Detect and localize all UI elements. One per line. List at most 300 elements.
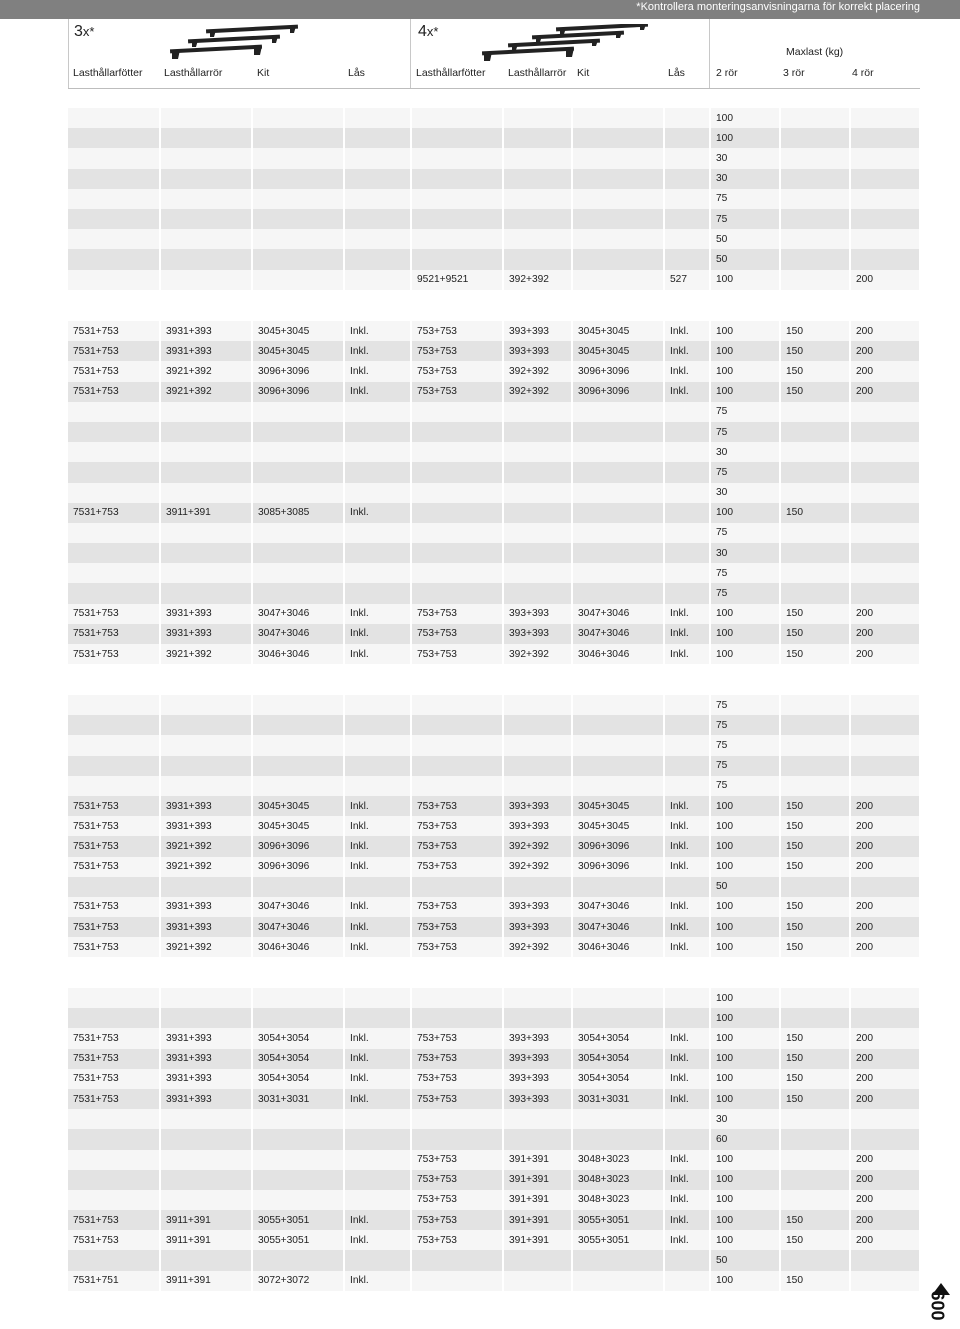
table-cell: [68, 776, 160, 796]
table-cell: Inkl.: [344, 836, 411, 856]
table-cell: 100: [710, 937, 780, 957]
table-cell: [503, 209, 572, 229]
table-cell: 3045+3045: [572, 796, 664, 816]
table-cell: [68, 148, 160, 168]
table-cell: Inkl.: [344, 604, 411, 624]
table-cell: 3096+3096: [572, 836, 664, 856]
table-row: [68, 341, 920, 361]
table-cell: Inkl.: [344, 361, 411, 381]
table-cell: [664, 108, 710, 128]
table-cell: [344, 583, 411, 603]
table-row: [68, 1008, 920, 1028]
table-cell: 200: [850, 1069, 920, 1089]
table-cell: [344, 877, 411, 897]
table-cell: [780, 148, 850, 168]
table-cell: 392+392: [503, 937, 572, 957]
table-cell: 3096+3096: [252, 361, 344, 381]
table-row: [68, 1190, 920, 1210]
table-row: [68, 523, 920, 543]
table-cell: Inkl.: [664, 816, 710, 836]
table-cell: 75: [710, 189, 780, 209]
table-cell: [344, 148, 411, 168]
table-cell: 150: [780, 1049, 850, 1069]
table-cell: [780, 229, 850, 249]
table-cell: [664, 462, 710, 482]
table-cell: 3054+3054: [252, 1069, 344, 1089]
table-row: [68, 189, 920, 209]
table-cell: 150: [780, 857, 850, 877]
table-cell: [68, 1109, 160, 1129]
table-cell: [344, 1109, 411, 1129]
table-row: [68, 1089, 920, 1109]
table-cell: 75: [710, 462, 780, 482]
table-cell: 3931+393: [160, 624, 252, 644]
table-cell: [344, 1250, 411, 1270]
table-cell: [572, 148, 664, 168]
table-cell: [68, 1250, 160, 1270]
table-cell: [503, 1271, 572, 1291]
table-cell: [344, 422, 411, 442]
table-cell: [252, 169, 344, 189]
table-row: [68, 382, 920, 402]
table-cell: 3045+3045: [252, 816, 344, 836]
table-cell: 753+753: [411, 1170, 503, 1190]
table-cell: [344, 1150, 411, 1170]
table-cell: 3047+3046: [252, 604, 344, 624]
table-cell: 150: [780, 1028, 850, 1048]
table-cell: 393+393: [503, 897, 572, 917]
table-cell: 393+393: [503, 341, 572, 361]
table-cell: 3054+3054: [572, 1049, 664, 1069]
table-cell: 100: [710, 1089, 780, 1109]
col-4-bars: 4 rör: [852, 67, 874, 79]
table-cell: [503, 422, 572, 442]
table-cell: Inkl.: [664, 1210, 710, 1230]
table-cell: [160, 402, 252, 422]
table-cell: [68, 1008, 160, 1028]
table-cell: [664, 735, 710, 755]
table-cell: 3921+392: [160, 937, 252, 957]
table-cell: [503, 483, 572, 503]
table-cell: 100: [710, 917, 780, 937]
table-cell: 3911+391: [160, 1230, 252, 1250]
table-cell: 100: [710, 321, 780, 341]
table-cell: [780, 249, 850, 269]
table-cell: 200: [850, 361, 920, 381]
table-cell: [68, 189, 160, 209]
table-cell: [344, 229, 411, 249]
table-cell: 3931+393: [160, 321, 252, 341]
table-cell: [572, 1008, 664, 1028]
table-cell: 392+392: [503, 382, 572, 402]
table-cell: [503, 169, 572, 189]
table-cell: 200: [850, 917, 920, 937]
table-cell: [572, 988, 664, 1008]
table-cell: 3911+391: [160, 1271, 252, 1291]
table-cell: [411, 988, 503, 1008]
table-cell: [850, 877, 920, 897]
table-cell: 3054+3054: [252, 1028, 344, 1048]
table-cell: 527: [664, 270, 710, 290]
table-cell: 3096+3096: [252, 857, 344, 877]
table-cell: 3931+393: [160, 1069, 252, 1089]
table-cell: [850, 108, 920, 128]
table-cell: [68, 1190, 160, 1210]
table-cell: 753+753: [411, 1210, 503, 1230]
table-cell: [252, 249, 344, 269]
table-cell: [344, 776, 411, 796]
table-cell: 393+393: [503, 1028, 572, 1048]
table-cell: [160, 249, 252, 269]
table-cell: Inkl.: [344, 796, 411, 816]
table-cell: [503, 108, 572, 128]
table-cell: 753+753: [411, 1150, 503, 1170]
table-cell: 100: [710, 988, 780, 1008]
table-cell: [344, 523, 411, 543]
table-cell: 150: [780, 1089, 850, 1109]
table-cell: [160, 1129, 252, 1149]
table-cell: [68, 877, 160, 897]
table-cell: 7531+753: [68, 382, 160, 402]
table-cell: [503, 776, 572, 796]
table-cell: Inkl.: [664, 321, 710, 341]
table-cell: [664, 249, 710, 269]
table-cell: [503, 249, 572, 269]
table-cell: 150: [780, 1271, 850, 1291]
four-bar-rack-icon: [478, 24, 668, 64]
table-cell: 100: [710, 128, 780, 148]
table-cell: [252, 189, 344, 209]
table-cell: [68, 270, 160, 290]
table-cell: 3045+3045: [252, 796, 344, 816]
table-cell: 3046+3046: [252, 644, 344, 664]
table-cell: 75: [710, 583, 780, 603]
table-cell: [252, 776, 344, 796]
table-cell: [411, 776, 503, 796]
table-row: [68, 442, 920, 462]
table-cell: [252, 108, 344, 128]
table-cell: [160, 108, 252, 128]
table-cell: [411, 128, 503, 148]
table-row: [68, 270, 920, 290]
page-number: 600: [926, 1283, 956, 1327]
table-cell: [503, 988, 572, 1008]
table-cell: Inkl.: [344, 816, 411, 836]
table-cell: [344, 169, 411, 189]
table-cell: [780, 563, 850, 583]
table-cell: [252, 442, 344, 462]
table-cell: [252, 462, 344, 482]
table-cell: [503, 735, 572, 755]
table-cell: [344, 249, 411, 269]
table-cell: 75: [710, 523, 780, 543]
table-cell: [780, 189, 850, 209]
table-cell: 753+753: [411, 1049, 503, 1069]
table-cell: 200: [850, 816, 920, 836]
table-cell: [664, 988, 710, 1008]
table-cell: 200: [850, 341, 920, 361]
table-cell: 3031+3031: [572, 1089, 664, 1109]
table-cell: 150: [780, 836, 850, 856]
table-cell: 3047+3046: [572, 897, 664, 917]
table-cell: Inkl.: [664, 604, 710, 624]
table-cell: [252, 523, 344, 543]
table-cell: 200: [850, 1049, 920, 1069]
table-cell: 50: [710, 229, 780, 249]
table-row: [68, 715, 920, 735]
table-cell: 753+753: [411, 897, 503, 917]
table-cell: [572, 877, 664, 897]
table-cell: Inkl.: [664, 917, 710, 937]
table-cell: 75: [710, 422, 780, 442]
table-cell: 100: [710, 1028, 780, 1048]
table-cell: [664, 695, 710, 715]
table-cell: Inkl.: [664, 1089, 710, 1109]
table-cell: [503, 1008, 572, 1028]
table-cell: 7531+753: [68, 321, 160, 341]
table-cell: [850, 715, 920, 735]
table-cell: [780, 462, 850, 482]
table-cell: [344, 402, 411, 422]
table-cell: Inkl.: [344, 917, 411, 937]
table-cell: Inkl.: [344, 503, 411, 523]
table-cell: 100: [710, 382, 780, 402]
table-cell: [572, 1250, 664, 1270]
table-cell: [503, 1250, 572, 1270]
table-row: [68, 462, 920, 482]
table-cell: 100: [710, 604, 780, 624]
table-cell: 3931+393: [160, 341, 252, 361]
table-cell: [344, 270, 411, 290]
table-cell: [850, 1109, 920, 1129]
col-kit-3: Kit: [257, 67, 270, 79]
table-cell: 75: [710, 402, 780, 422]
table-cell: [68, 1129, 160, 1149]
table-cell: 3047+3046: [252, 624, 344, 644]
table-cell: 391+391: [503, 1230, 572, 1250]
table-cell: [503, 503, 572, 523]
table-cell: [411, 1008, 503, 1028]
table-cell: 100: [710, 796, 780, 816]
table-cell: Inkl.: [344, 1069, 411, 1089]
table-cell: 392+392: [503, 361, 572, 381]
col-bars-4: Lasthållarrör: [508, 67, 567, 79]
table-cell: 7531+753: [68, 1049, 160, 1069]
table-cell: [850, 503, 920, 523]
top-bar: [0, 0, 960, 19]
table-cell: [344, 563, 411, 583]
table-cell: [160, 483, 252, 503]
table-row: [68, 1230, 920, 1250]
table-cell: [344, 1129, 411, 1149]
table-cell: [252, 483, 344, 503]
table-cell: [572, 270, 664, 290]
table-cell: Inkl.: [664, 1069, 710, 1089]
table-cell: [850, 583, 920, 603]
table-cell: [572, 442, 664, 462]
table-row: [68, 695, 920, 715]
table-cell: [344, 756, 411, 776]
table-cell: [780, 169, 850, 189]
table-cell: [68, 583, 160, 603]
table-cell: [411, 249, 503, 269]
col-lock-4: Lås: [668, 67, 685, 79]
table-cell: 753+753: [411, 624, 503, 644]
table-cell: [411, 148, 503, 168]
table-cell: [664, 583, 710, 603]
table-cell: [664, 877, 710, 897]
table-cell: 753+753: [411, 361, 503, 381]
table-cell: [68, 462, 160, 482]
table-cell: [68, 1150, 160, 1170]
table-cell: [252, 563, 344, 583]
table-cell: [572, 128, 664, 148]
table-row: [68, 776, 920, 796]
table-cell: [68, 209, 160, 229]
table-cell: [664, 1129, 710, 1149]
table-cell: [664, 402, 710, 422]
table-row: [68, 816, 920, 836]
table-cell: 3048+3023: [572, 1150, 664, 1170]
table-cell: [850, 756, 920, 776]
table-cell: 3911+391: [160, 1210, 252, 1230]
table-cell: [411, 583, 503, 603]
table-cell: 100: [710, 857, 780, 877]
header-divider: [410, 19, 411, 89]
table-cell: [160, 1170, 252, 1190]
table-cell: 7531+753: [68, 604, 160, 624]
table-cell: 7531+753: [68, 1089, 160, 1109]
table-cell: [850, 483, 920, 503]
table-cell: 150: [780, 624, 850, 644]
table-row: [68, 402, 920, 422]
table-cell: [664, 776, 710, 796]
table-cell: [68, 422, 160, 442]
table-cell: [160, 776, 252, 796]
table-cell: 3931+393: [160, 917, 252, 937]
table-cell: [503, 877, 572, 897]
table-cell: [344, 543, 411, 563]
table-cell: 3055+3051: [572, 1230, 664, 1250]
table-cell: [664, 229, 710, 249]
table-cell: [780, 695, 850, 715]
table-cell: 753+753: [411, 917, 503, 937]
table-cell: 7531+753: [68, 503, 160, 523]
table-row: [68, 604, 920, 624]
table-cell: [411, 229, 503, 249]
table-cell: 30: [710, 442, 780, 462]
table-row: [68, 108, 920, 128]
table-cell: Inkl.: [344, 341, 411, 361]
table-cell: 100: [710, 1150, 780, 1170]
table-cell: 75: [710, 756, 780, 776]
table-cell: 30: [710, 148, 780, 168]
table-cell: [572, 209, 664, 229]
table-cell: 200: [850, 270, 920, 290]
table-row: [68, 361, 920, 381]
table-cell: 200: [850, 1028, 920, 1048]
table-cell: [344, 209, 411, 229]
table-cell: 393+393: [503, 321, 572, 341]
table-row: [68, 937, 920, 957]
table-cell: [68, 715, 160, 735]
table-cell: 3046+3046: [572, 644, 664, 664]
table-cell: 3045+3045: [572, 341, 664, 361]
table-cell: [572, 756, 664, 776]
table-cell: [572, 695, 664, 715]
table-cell: Inkl.: [664, 836, 710, 856]
table-cell: [503, 1109, 572, 1129]
table-cell: 3931+393: [160, 1089, 252, 1109]
table-cell: [850, 462, 920, 482]
table-cell: 392+392: [503, 836, 572, 856]
table-cell: [68, 249, 160, 269]
table-cell: [411, 442, 503, 462]
table-row: [68, 169, 920, 189]
table-cell: [68, 988, 160, 1008]
table-cell: 30: [710, 543, 780, 563]
table-cell: 3931+393: [160, 897, 252, 917]
table-cell: [664, 169, 710, 189]
table-cell: [850, 189, 920, 209]
table-cell: [160, 209, 252, 229]
three-bar-rack-icon: [166, 24, 306, 64]
table-cell: [411, 1129, 503, 1149]
table-cell: Inkl.: [664, 897, 710, 917]
table-cell: 50: [710, 249, 780, 269]
table-cell: [780, 483, 850, 503]
table-cell: [252, 756, 344, 776]
table-cell: [664, 483, 710, 503]
table-cell: 100: [710, 1170, 780, 1190]
table-cell: 753+753: [411, 836, 503, 856]
table-cell: 200: [850, 644, 920, 664]
table-cell: [68, 735, 160, 755]
table-cell: [68, 543, 160, 563]
table-cell: 7531+753: [68, 361, 160, 381]
table-cell: 100: [710, 624, 780, 644]
table-cell: [850, 442, 920, 462]
table-cell: 150: [780, 1230, 850, 1250]
table-cell: Inkl.: [664, 382, 710, 402]
table-cell: 3096+3096: [252, 382, 344, 402]
table-cell: [68, 695, 160, 715]
table-cell: 7531+753: [68, 796, 160, 816]
table-cell: [160, 1008, 252, 1028]
table-cell: 391+391: [503, 1190, 572, 1210]
table-cell: [850, 1271, 920, 1291]
table-cell: 7531+751: [68, 1271, 160, 1291]
table-cell: 7531+753: [68, 1028, 160, 1048]
table-cell: 100: [710, 816, 780, 836]
table-cell: [252, 229, 344, 249]
table-cell: [160, 1109, 252, 1129]
table-cell: 150: [780, 604, 850, 624]
table-cell: 100: [710, 1190, 780, 1210]
table-cell: 100: [710, 108, 780, 128]
table-cell: 3931+393: [160, 604, 252, 624]
table-cell: [780, 583, 850, 603]
table-cell: [68, 229, 160, 249]
table-row: [68, 229, 920, 249]
table-cell: 100: [710, 897, 780, 917]
table-row: [68, 209, 920, 229]
table-cell: 150: [780, 1069, 850, 1089]
table-cell: [503, 229, 572, 249]
table-row: [68, 917, 920, 937]
table-cell: [411, 563, 503, 583]
table-cell: [344, 1008, 411, 1028]
